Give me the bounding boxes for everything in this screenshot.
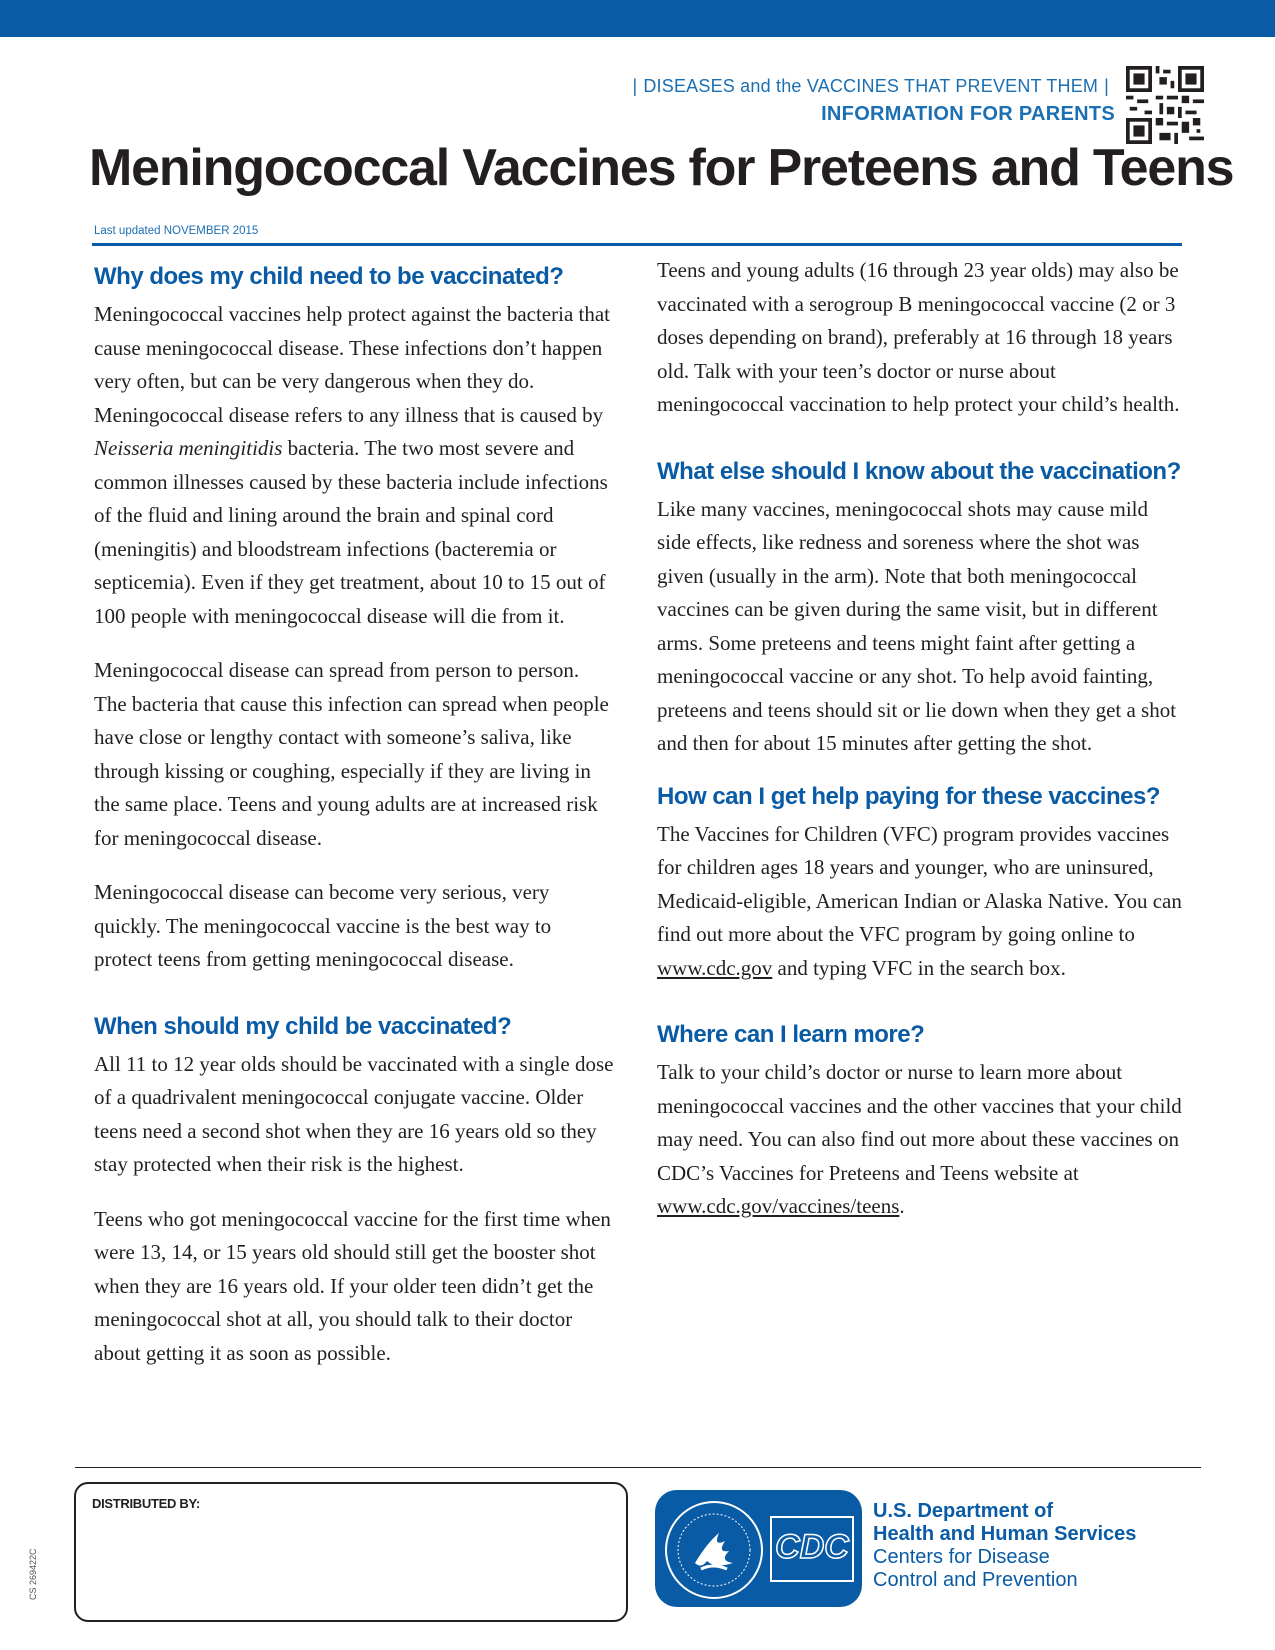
pay-paragraph-1: The Vaccines for Children (VFC) program provides vaccines for children ages 18 years and younger, who are uninsured, Medicaid-eligible, American Indian or Alaska Native. You can find out more about the VFC program by going online to www.cdc.gov and typing VFC in the search box. xyxy=(657,821,1182,980)
last-updated: Last updated NOVEMBER 2015 xyxy=(94,225,259,237)
document-number: CS 269422C xyxy=(28,1548,38,1600)
when-paragraph-2: Teens who got meningococcal vaccine for the first time when were 13, 14, or 15 years old should still get the booster shot when they are 16 years old. If your older teen didn’t get the meningococcal shot at all, you should talk to their doctor about getting it as soon as possible. xyxy=(94,1206,611,1365)
qr-code-icon[interactable] xyxy=(1126,66,1204,144)
hhs-eagle-icon xyxy=(665,1501,763,1599)
series-label: DISEASES and the VACCINES THAT PREVENT THEM xyxy=(643,76,1099,96)
cdc-logo-icon: CDC xyxy=(770,1516,854,1582)
why-paragraph-1: Meningococcal vaccines help protect against the bacteria that cause meningococcal disease. These infections don’t happen very often, but can be very dangerous when they do. Meningococcal disease refers to any illness that is caused by Neisseria meningitidis bacteria. The two most severe and common illnesses caused by these bacteria include infections of the fluid and lining around the brain and spinal cord (meningitis) and bloodstream infections (bacteremia or septicemia). Even if they get treatment, about 10 to 15 out of 100 people with meningococcal disease will die from it. xyxy=(94,302,611,628)
distributed-by-label: DISTRIBUTED BY: xyxy=(92,1496,200,1511)
series-header: | DISEASES and the VACCINES THAT PREVENT THEM | INFORMATION FOR PARENTS xyxy=(626,76,1115,126)
cdc-link[interactable]: www.cdc.gov xyxy=(657,955,773,980)
page-title: Meningococcal Vaccines for Preteens and Teens xyxy=(89,139,1234,197)
learn-paragraph-1: Talk to your child’s doctor or nurse to learn more about meningococcal vaccines and the other vaccines that your child may need. You can also find out more about these vaccines on CDC’s Vaccines for Preteens and Teens website at www.cdc.gov/vaccines/teens. xyxy=(657,1060,1182,1218)
when-paragraph-3: Teens and young adults (16 through 23 year olds) may also be vaccinated with a serogroup B meningococcal vaccine (2 or 3 doses depending on brand), preferably at 16 through 18 years old. Talk with your teen’s doctor or nurse about meningococcal vaccination to help protect your child’s health. xyxy=(657,258,1180,416)
agency-logo xyxy=(655,1490,862,1607)
department-name: U.S. Department of Health and Human Services Centers for Disease Control and Prevention xyxy=(873,1500,1137,1591)
heading-pay: How can I get help paying for these vaccines? xyxy=(657,782,1160,810)
top-banner xyxy=(0,0,1275,37)
when-paragraph-1: All 11 to 12 year olds should be vaccinated with a single dose of a quadrivalent meningococcal conjugate vaccine. Older teens need a second shot when they are 16 years old so they stay protected when their risk is the highest. xyxy=(94,1051,614,1176)
why-paragraph-2: Meningococcal disease can spread from person to person. The bacteria that cause this infection can spread when people have close or lengthy contact with someone’s saliva, like through kissing or coughing, especially if they are living in the same place. Teens and young adults are at increased risk for meningococcal disease. xyxy=(94,658,609,850)
else-paragraph-1: Like many vaccines, meningococcal shots may cause mild side effects, like redness and soreness where the shot was given (usually in the arm). Note that both meningococcal vaccines can be given during the same visit, but in different arms. Some preteens and teens might faint after getting a meningococcal vaccine or any shot. To help avoid fainting, preteens and teens should sit or lie down when they get a shot and then for about 15 minutes after getting the shot. xyxy=(657,496,1177,755)
distributed-by-box xyxy=(74,1482,628,1622)
heading-else: What else should I know about the vaccination? xyxy=(657,457,1181,485)
heading-when: When should my child be vaccinated? xyxy=(94,1012,512,1040)
right-column xyxy=(657,258,1187,1245)
audience-label: INFORMATION FOR PARENTS xyxy=(821,103,1115,125)
teens-link[interactable]: www.cdc.gov/vaccines/teens xyxy=(657,1194,900,1218)
heading-why: Why does my child need to be vaccinated? xyxy=(94,263,564,290)
footer-divider xyxy=(75,1467,1201,1468)
heading-learn: Where can I learn more? xyxy=(657,1021,925,1048)
title-divider xyxy=(92,243,1182,246)
why-paragraph-3: Meningococcal disease can become very serious, very quickly. The meningococcal vaccine is the best way to protect teens from getting meningococcal disease. xyxy=(94,880,552,971)
left-column xyxy=(94,262,614,1391)
